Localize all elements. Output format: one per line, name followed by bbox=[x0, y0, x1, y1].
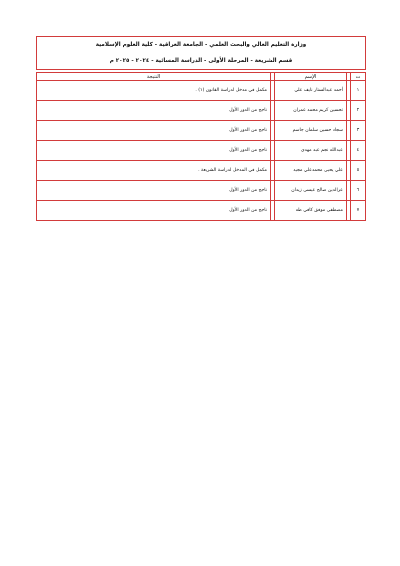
column-gap bbox=[347, 141, 351, 161]
ministry-university-title: وزارة التعليم العالي والبحث العلمي - الجامعة العراقية - كلية العلوم الإسلامية bbox=[95, 42, 307, 48]
student-result: ناجح من الدور الأول bbox=[37, 181, 271, 201]
student-name: تحسين كريم محمد عمران bbox=[275, 101, 347, 121]
column-gap bbox=[347, 181, 351, 201]
table-row bbox=[37, 81, 366, 101]
row-number: ٣ bbox=[351, 121, 366, 141]
column-gap bbox=[271, 121, 275, 141]
column-header-result: النتيجة bbox=[37, 73, 271, 81]
column-gap bbox=[271, 201, 275, 221]
table-header-row bbox=[37, 73, 366, 81]
column-gap bbox=[347, 161, 351, 181]
table-row bbox=[37, 101, 366, 121]
row-number: ٢ bbox=[351, 101, 366, 121]
table-row bbox=[37, 201, 366, 221]
student-name: مصطفى موفق كافي طه bbox=[275, 201, 347, 221]
column-gap bbox=[347, 73, 351, 81]
column-header-number: ت bbox=[351, 73, 366, 81]
column-gap bbox=[271, 141, 275, 161]
row-number: ٦ bbox=[351, 181, 366, 201]
department-stage-title: قسم الشريعة - المرحلة الأولى - الدراسة المسائية - ٢٠٢٤ - ٢٠٢٥ م bbox=[109, 58, 293, 64]
row-number: ٥ bbox=[351, 161, 366, 181]
column-gap bbox=[271, 181, 275, 201]
student-name: علي يحيى محمدعلي مجيد bbox=[275, 161, 347, 181]
column-gap bbox=[347, 101, 351, 121]
table-row bbox=[37, 121, 366, 141]
column-gap bbox=[347, 201, 351, 221]
column-gap bbox=[271, 81, 275, 101]
column-gap bbox=[347, 81, 351, 101]
table-row bbox=[37, 141, 366, 161]
student-result: ناجح من الدور الأول bbox=[37, 101, 271, 121]
student-result: مكمل في المدخل لدراسة الشريعة . bbox=[37, 161, 271, 181]
student-result: ناجح من الدور الأول bbox=[37, 141, 271, 161]
row-number: ٤ bbox=[351, 141, 366, 161]
document-header bbox=[36, 36, 366, 70]
student-name: أحمد عبدالستار نايف علي bbox=[275, 81, 347, 101]
student-name: عبدالله نجم عبد مهدي bbox=[275, 141, 347, 161]
student-name: عزالدين صالح عيسى زيدان bbox=[275, 181, 347, 201]
row-number: ٧ bbox=[351, 201, 366, 221]
table-row bbox=[37, 181, 366, 201]
table-row bbox=[37, 161, 366, 181]
column-gap bbox=[271, 73, 275, 81]
column-header-name: الإسم bbox=[275, 73, 347, 81]
row-number: ١ bbox=[351, 81, 366, 101]
student-result: ناجح من الدور الأول bbox=[37, 201, 271, 221]
results-table bbox=[36, 72, 366, 221]
column-gap bbox=[347, 121, 351, 141]
student-name: سجاد حسين سلمان جاسم bbox=[275, 121, 347, 141]
student-result: مكمل في مدخل لدراسة القانون (١) . bbox=[37, 81, 271, 101]
column-gap bbox=[271, 101, 275, 121]
student-result: ناجح من الدور الأول bbox=[37, 121, 271, 141]
column-gap bbox=[271, 161, 275, 181]
